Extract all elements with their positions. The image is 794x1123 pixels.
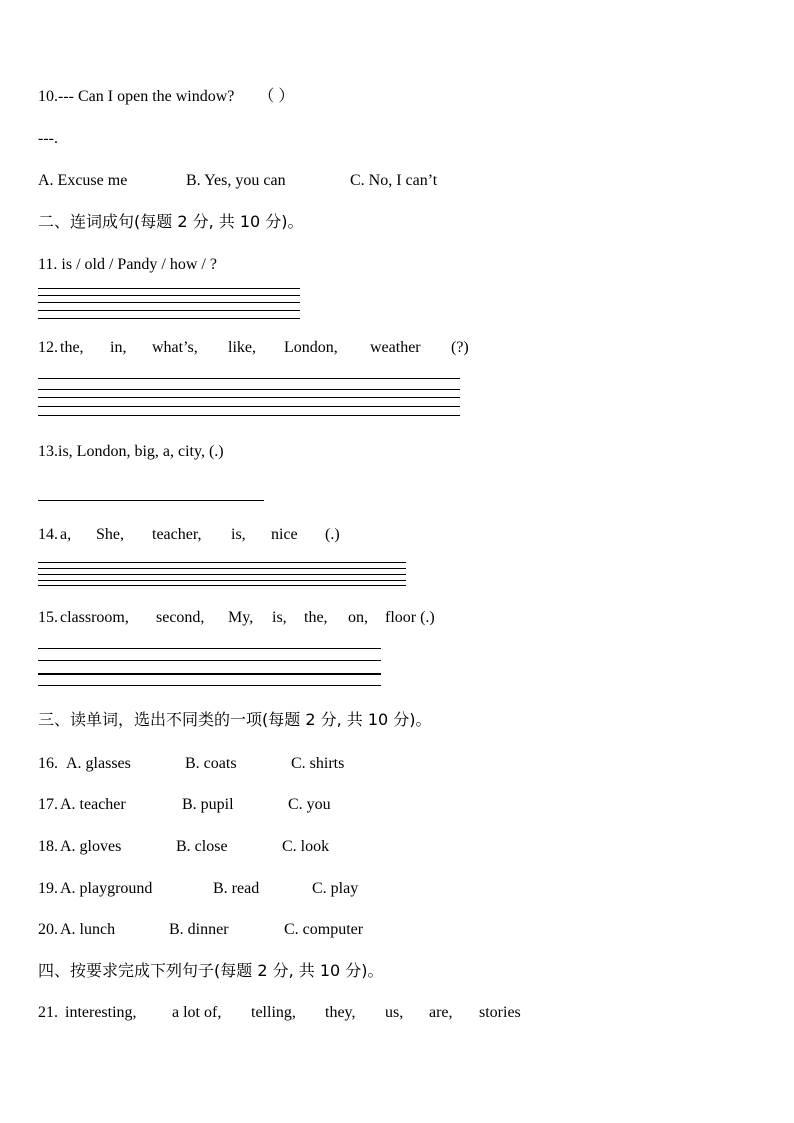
section-3-title: 三、读单词，选出不同类的一项(每题 2 分, 共 10 分)。: [38, 710, 432, 729]
answer-rule: [38, 580, 406, 581]
word-list: is / old / Pandy / how / ?: [61, 256, 217, 273]
answer-rule: [38, 500, 264, 501]
word: in,: [110, 339, 127, 356]
question-number: 16.: [38, 755, 58, 772]
question-12: [38, 338, 469, 358]
word: like,: [228, 339, 256, 356]
answer-rule: [38, 574, 406, 575]
answer-rule: [38, 302, 300, 303]
answer-rule: [38, 389, 460, 390]
question-17: [38, 795, 331, 815]
word: is,: [231, 526, 246, 543]
section-4-title: 四、按要求完成下列句子(每题 2 分, 共 10 分)。: [38, 961, 384, 980]
question-number: 12.: [38, 339, 58, 356]
word: nice: [271, 526, 298, 543]
answer-rule: [38, 397, 460, 398]
question-number: 11.: [38, 256, 58, 273]
option-c: C. shirts: [291, 755, 345, 772]
question-21: [38, 1003, 521, 1023]
word: telling,: [251, 1004, 296, 1021]
question-10: [38, 87, 294, 107]
option-c: C. play: [312, 880, 359, 897]
answer-rule: [38, 585, 406, 586]
answer-rule: [38, 648, 381, 649]
word: they,: [325, 1004, 356, 1021]
question-number: 18.: [38, 838, 58, 855]
section-2-title: 二、连词成句(每题 2 分, 共 10 分)。: [38, 212, 304, 231]
question-number: 20.: [38, 921, 58, 938]
option-b: B. Yes, you can: [186, 172, 286, 189]
word: us,: [385, 1004, 404, 1021]
question-number: 17.: [38, 796, 58, 813]
option-b: B. read: [213, 880, 260, 897]
word: a,: [60, 526, 72, 543]
option-a: A. glasses: [66, 755, 131, 772]
question-number: 15.: [38, 609, 58, 626]
option-c: C. look: [282, 838, 330, 855]
answer-rule: [38, 562, 406, 563]
option-b: B. dinner: [169, 921, 229, 938]
word: stories: [479, 1004, 521, 1021]
option-c: C. computer: [284, 921, 364, 938]
option-c: C. No, I can’t: [350, 172, 438, 189]
word: floor (.): [385, 609, 435, 626]
word: what’s,: [152, 339, 198, 356]
answer-rule: [38, 295, 300, 296]
word: My,: [228, 609, 254, 626]
answer-rule: [38, 660, 381, 661]
question-10-text: 10.--- Can I open the window?: [38, 88, 235, 105]
option-b: B. coats: [185, 755, 237, 772]
word: on,: [348, 609, 368, 626]
question-number: 14.: [38, 526, 58, 543]
answer-rule: [38, 406, 460, 407]
word: weather: [370, 339, 421, 356]
question-13: [38, 442, 224, 462]
word: is,: [272, 609, 287, 626]
option-c: C. you: [288, 796, 331, 813]
word: (?): [451, 339, 469, 356]
answer-rule: [38, 568, 406, 569]
word: the,: [60, 339, 84, 356]
word-list: is, London, big, a, city, (.): [58, 443, 224, 460]
answer-line: ---.: [38, 130, 58, 147]
word: a lot of,: [172, 1004, 222, 1021]
question-14: [38, 525, 340, 545]
option-b: B. close: [176, 838, 228, 855]
answer-rule: [38, 310, 300, 311]
question-number: 19.: [38, 880, 58, 897]
answer-rule: [38, 318, 300, 319]
question-20: [38, 920, 364, 940]
question-16: [38, 754, 345, 774]
word: (.): [325, 526, 340, 543]
word: the,: [304, 609, 328, 626]
question-18: [38, 837, 330, 857]
question-15: [38, 608, 435, 628]
word: teacher,: [152, 526, 202, 543]
option-a: A. Excuse me: [38, 172, 128, 189]
option-a: A. playground: [60, 880, 153, 897]
answer-rule: [38, 415, 460, 416]
question-number: 13.: [38, 443, 58, 460]
answer-rule: [38, 378, 460, 379]
question-19: [38, 879, 359, 899]
answer-rule: [38, 685, 381, 686]
word: She,: [96, 526, 124, 543]
option-b: B. pupil: [182, 796, 234, 813]
option-a: A. gloves: [60, 838, 122, 855]
word: interesting,: [65, 1004, 137, 1021]
answer-blank: （ ）: [258, 88, 295, 105]
word: second,: [156, 609, 205, 626]
option-a: A. teacher: [60, 796, 126, 813]
word: are,: [429, 1004, 453, 1021]
answer-rule: [38, 288, 300, 289]
question-number: 21.: [38, 1004, 58, 1021]
answer-rule: [38, 673, 381, 675]
word: London,: [284, 339, 338, 356]
word: classroom,: [60, 609, 129, 626]
option-a: A. lunch: [60, 921, 116, 938]
question-11: [38, 255, 217, 275]
